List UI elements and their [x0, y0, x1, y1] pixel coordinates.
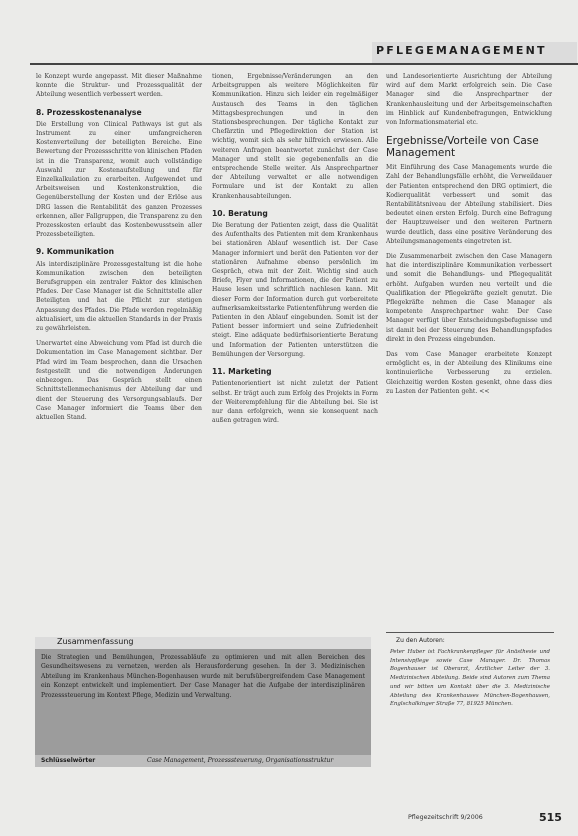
- keywords-bar: [35, 755, 371, 767]
- paragraph: Die Erstellung von Clinical Pathways ist gut als Instrument zu einer umfangreicheren Kostenverteilung der beteiligten Bereiche. Eine Bewertung der Prozessschritte von klinischen Pfaden ist in die Transparenz, womit auch vollständige Auswahl zur Kostenaufstellung und für Einzelkalkulation zu erarbeiten. Aufgewendet und Arbeitsweisen und Kostenkonstruktion, die Gegenüberstellung der Kosten und der Erlöse aus DRG lassen die Rentabilität des ganzen Prozesses erkennen, aller Fallgruppen, die Transparenz zu den Prozesskosten erlaubt das Kostenbewusstsein aller Prozessbeteiligten.: [36, 120, 202, 239]
- paragraph: Unerwartet eine Abweichung vom Pfad ist durch die Dokumentation im Case Management sichtbar. Der Pfad wird im Team besprochen, dann die Ursachen festgestellt und die notwendigen Änderungen einbezogen. Das Gespräch stellt einen Schnittstellenmechanismus der Abteilung dar und dient der Steuerung des Versorgungsablaufs. Der Case Manager informiert die Teams über den aktuellen Stand.: [36, 340, 202, 421]
- summary-header: [35, 637, 371, 649]
- section-title: PFLEGEMANAGEMENT: [376, 44, 547, 57]
- header-rule: [30, 63, 578, 65]
- paragraph: Mit Einführung des Case Managements wurde die Zahl der Behandlungsfälle erhöht, die Verweildauer der Patienten entsprechend den DRG optimiert, die Kodierqualität verbessert und somit das Rentabilitätsniveau der Abteilung stabilisiert. Dies bedeutet einen ersten Erfolg. Durch eine Befragung der Hauptzuweiser und den weiteren Partnern wurde deutlich, dass eine positive Veränderung des Abteilungsmanagements eingetreten ist.: [386, 164, 552, 245]
- section-heading: 11. Marketing: [212, 367, 272, 377]
- section-heading: 10. Beratung: [212, 208, 268, 218]
- summary-box: [35, 637, 371, 820]
- paragraph: Die Beratung der Patienten zeigt, dass die Qualität des Aufenthalts des Patienten mit dem Krankenhaus bei stationären Ablauf wesentlich ist. Der Case Manager informiert und berät den Patienten vor der stationären Aufnahme ebenso persönlich im Gespräch, etwa mit der Zeit. Wichtig sind auch Briefe, Flyer und Informationen, die der Patient zu Hause lesen und schriftlich nachlesen kann. Mit dieser Form der Information durch gut vorbereitete aufmerksamkeitsstarke Patientenführung werden die Patienten in den Ablauf eingebunden. Somit ist der Patient besser informiert und seine Zufriedenheit steigt. Eine adäquate bedürfnisorientierte Beratung und Information der Patienten unterstützen die Bemühungen der Versorgung.: [212, 222, 378, 358]
- author-body: Peter Huber ist Fachkrankenpfleger für Anästhesie und Intensivpflege sowie Case Manager. Dr. Thomas Bogenhauser ist Oberarzt, Ärztlicher Leiter der 3. Medizinischen Abteilung. Beide sind Autoren zum Thema und wir bitten um Kontakt über die 3. Medizinische Abteilung des Krankenhauses München-Bogenhausen, Englschalkinger Straße 77, 81925 München.: [390, 649, 550, 708]
- text-column-3: [386, 72, 552, 627]
- column-end-rule: [386, 632, 554, 633]
- keywords-value: Case Management, Prozesssteuerung, Organisationsstruktur: [147, 757, 334, 764]
- section-heading: 9. Kommunikation: [36, 247, 115, 257]
- text-column-2: [212, 72, 378, 627]
- summary-body: Die Strategien und Bemühungen, Prozessabläufe zu optimieren und mit allen Bereichen des Gesundheitswesens zu vernetzen, werden als Herausforderung gesehen. In der 3. Medizinischen Abteilung im Krankenhaus München-Bogenhausen wurde mit berufsübergreifendem Case Management ein Konzept entwickelt und implementiert. Der Case Manager hat die Aufgabe der interdisziplinären Prozesssteuerung im Kontext Pflege, Medizin und Verwaltung.: [35, 649, 371, 755]
- paragraph: Patientenorientiert ist nicht zuletzt der Patient selbst. Er trägt auch zum Erfolg des Projekts in Form der Weiterempfehlung für die Abteilung bei. Sie ist nur dann erfolgreich, wenn sie konsequent nach außen getragen wird.: [212, 380, 378, 425]
- author-heading: Zu den Autoren:: [396, 637, 445, 644]
- paragraph: Als interdisziplinäre Prozessgestaltung ist die hohe Kommunikation zwischen den beteiligten Berufsgruppen ein zentraler Faktor des klinischen Pfades. Der Case Manager ist die Schnittstelle aller Beteiligten und hat die Pflicht zur stetigen Anpassung des Pfades. Die Pfade werden regelmäßig aktualisiert, um die aktuellen Standards in der Praxis zu gewährleisten.: [36, 260, 202, 333]
- summary-heading: Zusammenfassung: [57, 637, 134, 646]
- paragraph: le Konzept wurde angepasst. Mit dieser Maßnahme konnte die Struktur- und Prozessqualität der Abteilung wesentlich verbessert werden.: [36, 73, 202, 99]
- page-number: 515: [539, 811, 562, 824]
- paragraph: Die Zusammenarbeit zwischen den Case Managern hat die interdisziplinäre Kommunikation verbessert und somit die Behandlungs- und Pflegequalität erhöht. Aufgaben wurden neu verteilt und die Qualifikation der Pflegekräfte gezielt genutzt. Die Pflegekräfte nehmen die Case Manager als kompetente Ansprechpartner wahr. Der Case Manager verfügt über Entscheidungsbefugnisse und ist damit bei der Steuerung des Behandlungspfades direkt in den Prozess eingebunden.: [386, 253, 552, 343]
- paragraph: und Landesorientierte Ausrichtung der Abteilung wird auf dem Markt erfolgreich sein. Die Case Manager sind die Ansprechpartner der Krankenhausleitung und der Arbeitsgemeinschaften im Hinblick auf Kundenbefragungen, Entwicklung von Informationsmaterial etc.: [386, 73, 552, 127]
- keywords-label: Schlüsselwörter: [41, 757, 96, 764]
- page-footer: [386, 811, 566, 825]
- journal-name: Pflegezeitschrift 9/2006: [408, 814, 483, 821]
- text-column-1: [36, 72, 202, 702]
- section-heading-large: Ergebnisse/Vorteile von Case Management: [386, 135, 539, 160]
- section-heading: 8. Prozesskostenanalyse: [36, 107, 142, 117]
- paragraph: tionen, Ergebnisse/Veränderungen an den Arbeitsgruppen als weitere Möglichkeiten für Kommunikation. Hinzu sich leider ein regelmäßiger Austausch des Teams in den täglichen Mittagsbesprechungen und in den Stationsbesprechungen. Der tägliche Kontakt zur Chefärztin und Pflegedirektion der Station ist wichtig, womit sich als sehr hilfreich erwiesen. Alle weiteren Anfragen beantwortet zunächst der Case Manager und stellt sie gegebenenfalls an die entsprechende Stelle weiter. Als Ansprechpartner der Abteilung verwaltet er alle notwendigen Formulare und ist der Kontakt zu allen Krankenhausabteilungen.: [212, 73, 378, 200]
- paragraph: Das vom Case Manager erarbeitete Konzept ermöglicht es, in der Abteilung des Klinikums eine kontinuierliche Verbesserung zu erzielen. Gleichzeitig werden Kosten gesenkt, ohne dass dies zu Lasten der Patienten geht. <<: [386, 351, 552, 395]
- author-box: [386, 637, 554, 762]
